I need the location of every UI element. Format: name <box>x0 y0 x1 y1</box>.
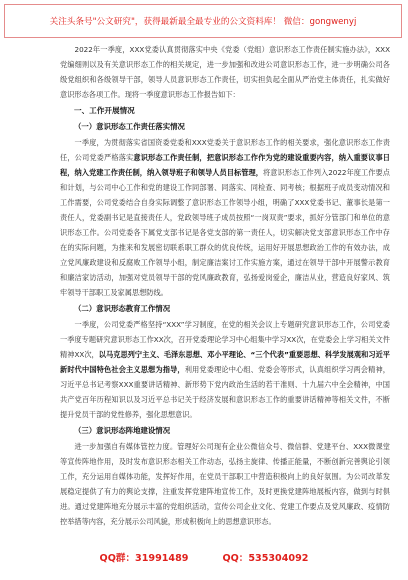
promo-banner <box>4 4 402 38</box>
subsection-2-text-rest: 利用党委理论中心组、党委会等形式，认真组织学习两会精神，习近平总书记考察XXX重要讲话精神、新形势下党内政治生活的若干准则、十九届六中全会精神，中国共产党百年历程知识以及习近平总书记关于经济发展和意识形态工作的重要讲话精神等相关文件，不断提升党员干部的党性修养，强化思想意识。 <box>60 365 390 419</box>
subsection-1-text-rest: 将意识形态工作列入2022年度工作要点和计划，与公司中心工作和党的建设工作同部署、同落实、同检查、同考核；根据班子成员变动情况和工作需要，公司党委结合自身实际调整了意识形态工作领导小组，明确了XXX党委书记、董事长是第一责任人，党委副书记是直接责任人，党政领导班子成员按照“一岗双责”要求，抓好分管部门和单位的意识形态工作。公司党委各下属党支部书记是各党支部的第一责任人，切实解决党支部意识形态工作中存在的实际问题，为推来和发展密切联系职工群众的优良传统，运用好开展思想政治工作的有效办法，成立党风廉政建设和反腐败工作领导小组，制定廉洁案讨工作实施方案，通过在领导干部中开展警示教育和廉洁家访活动，加强对党员领导干部的党风廉政教育，弘扬爱岗爱企，廉洁从业，营造良好家风、筑牢领导干部职工及家属思想防线。 <box>60 168 390 297</box>
subsection-1-paragraph <box>60 135 390 300</box>
subsection-heading-1: （一）意识形态工作责任落实情况 <box>74 122 185 131</box>
intro-paragraph: 2022年一季度，XXX党委认真贯彻落实中央《党委（党组）意识形态工作责任制实施办法》，XXX党编细则以及有关意识形态工作的相关规定，进一步加强和改进公司意识形态工作，进一步明确公司各级党组织和各级领导干部，领导人员意识形态工作责任，切实担负起全面从严治党主体责任，扎实做好意识形态各项工作。现将一季度意识形态工作报告如下： <box>60 45 390 99</box>
subsection-2-paragraph <box>60 317 390 422</box>
qq-group-text: QQ群：31991489 <box>99 553 189 564</box>
subsection-3-paragraph: 进一步加强自有媒体管控力度。管理好公司现有企业公微信众号、微信群、党建平台、XXX微课堂等宣传阵地作用，及时发布意识形态相关工作动态，弘扬主旋律、传播正能量，不断创新完善舆论引领工作，充分运用自媒体功能，发挥好作用，在党员干部职工中营造积极向上的良好氛围。为公司改革发展稳定提供了有力的舆论支撑，注重发挥党建阵地宣传工作，及时更换党建阵地展板内容，做到与时俱进。通过党建阵地充分展示丰富的党组织活动，宣传公司企业文化、党建工作要点及党风廉政、疫情防控举措等内容，充分展示公司风貌，形成积极向上的思想意识形态。 <box>60 442 390 526</box>
subsection-2-bold-text: 以马克思列宁主义、毛泽东思想、邓小平理论、“三个代表”重要思想、科学发展观和习近平新时代中国特色社会主义思想为指导， <box>60 350 390 374</box>
contact-footer <box>0 547 408 567</box>
document-body <box>60 42 390 530</box>
subsection-heading-2: （二）意识形态教育工作情况 <box>74 304 171 313</box>
qq-contact-text: QQ：535304092 <box>222 553 309 564</box>
promo-banner-text: 关注头条号"公文研究"，获得最新最全最专业的公文资料库！ 微信：gongwenyj <box>49 17 357 27</box>
subsection-2-text: 一季度，公司党委严格坚持“XXX”学习制度，在党的相关会议上专题研究意识形态工作，公司党委一季度专题研究意识形态工作XX次，召开党委理论学习中心组集中学习XX次，在党委会上学习相关文件精神XX次， <box>60 320 390 359</box>
subsection-1-text: 一季度，为贯彻落实省国资委党委和XXX党委关于意识形态工作的相关要求，强化意识形态工作责任，公司党委严格落实 <box>60 138 390 162</box>
subsection-heading-3: （三）意识形态阵地建设情况 <box>74 426 171 435</box>
section-heading: 一、工作开展情况 <box>74 106 135 115</box>
subsection-1-bold-text: 意识形态工作责任制，把意识形态工作作为党的建设重要内容，纳入重要议事日程，纳入党建工作责任制，纳入领导班子和领导人员目标管理， <box>60 153 390 177</box>
